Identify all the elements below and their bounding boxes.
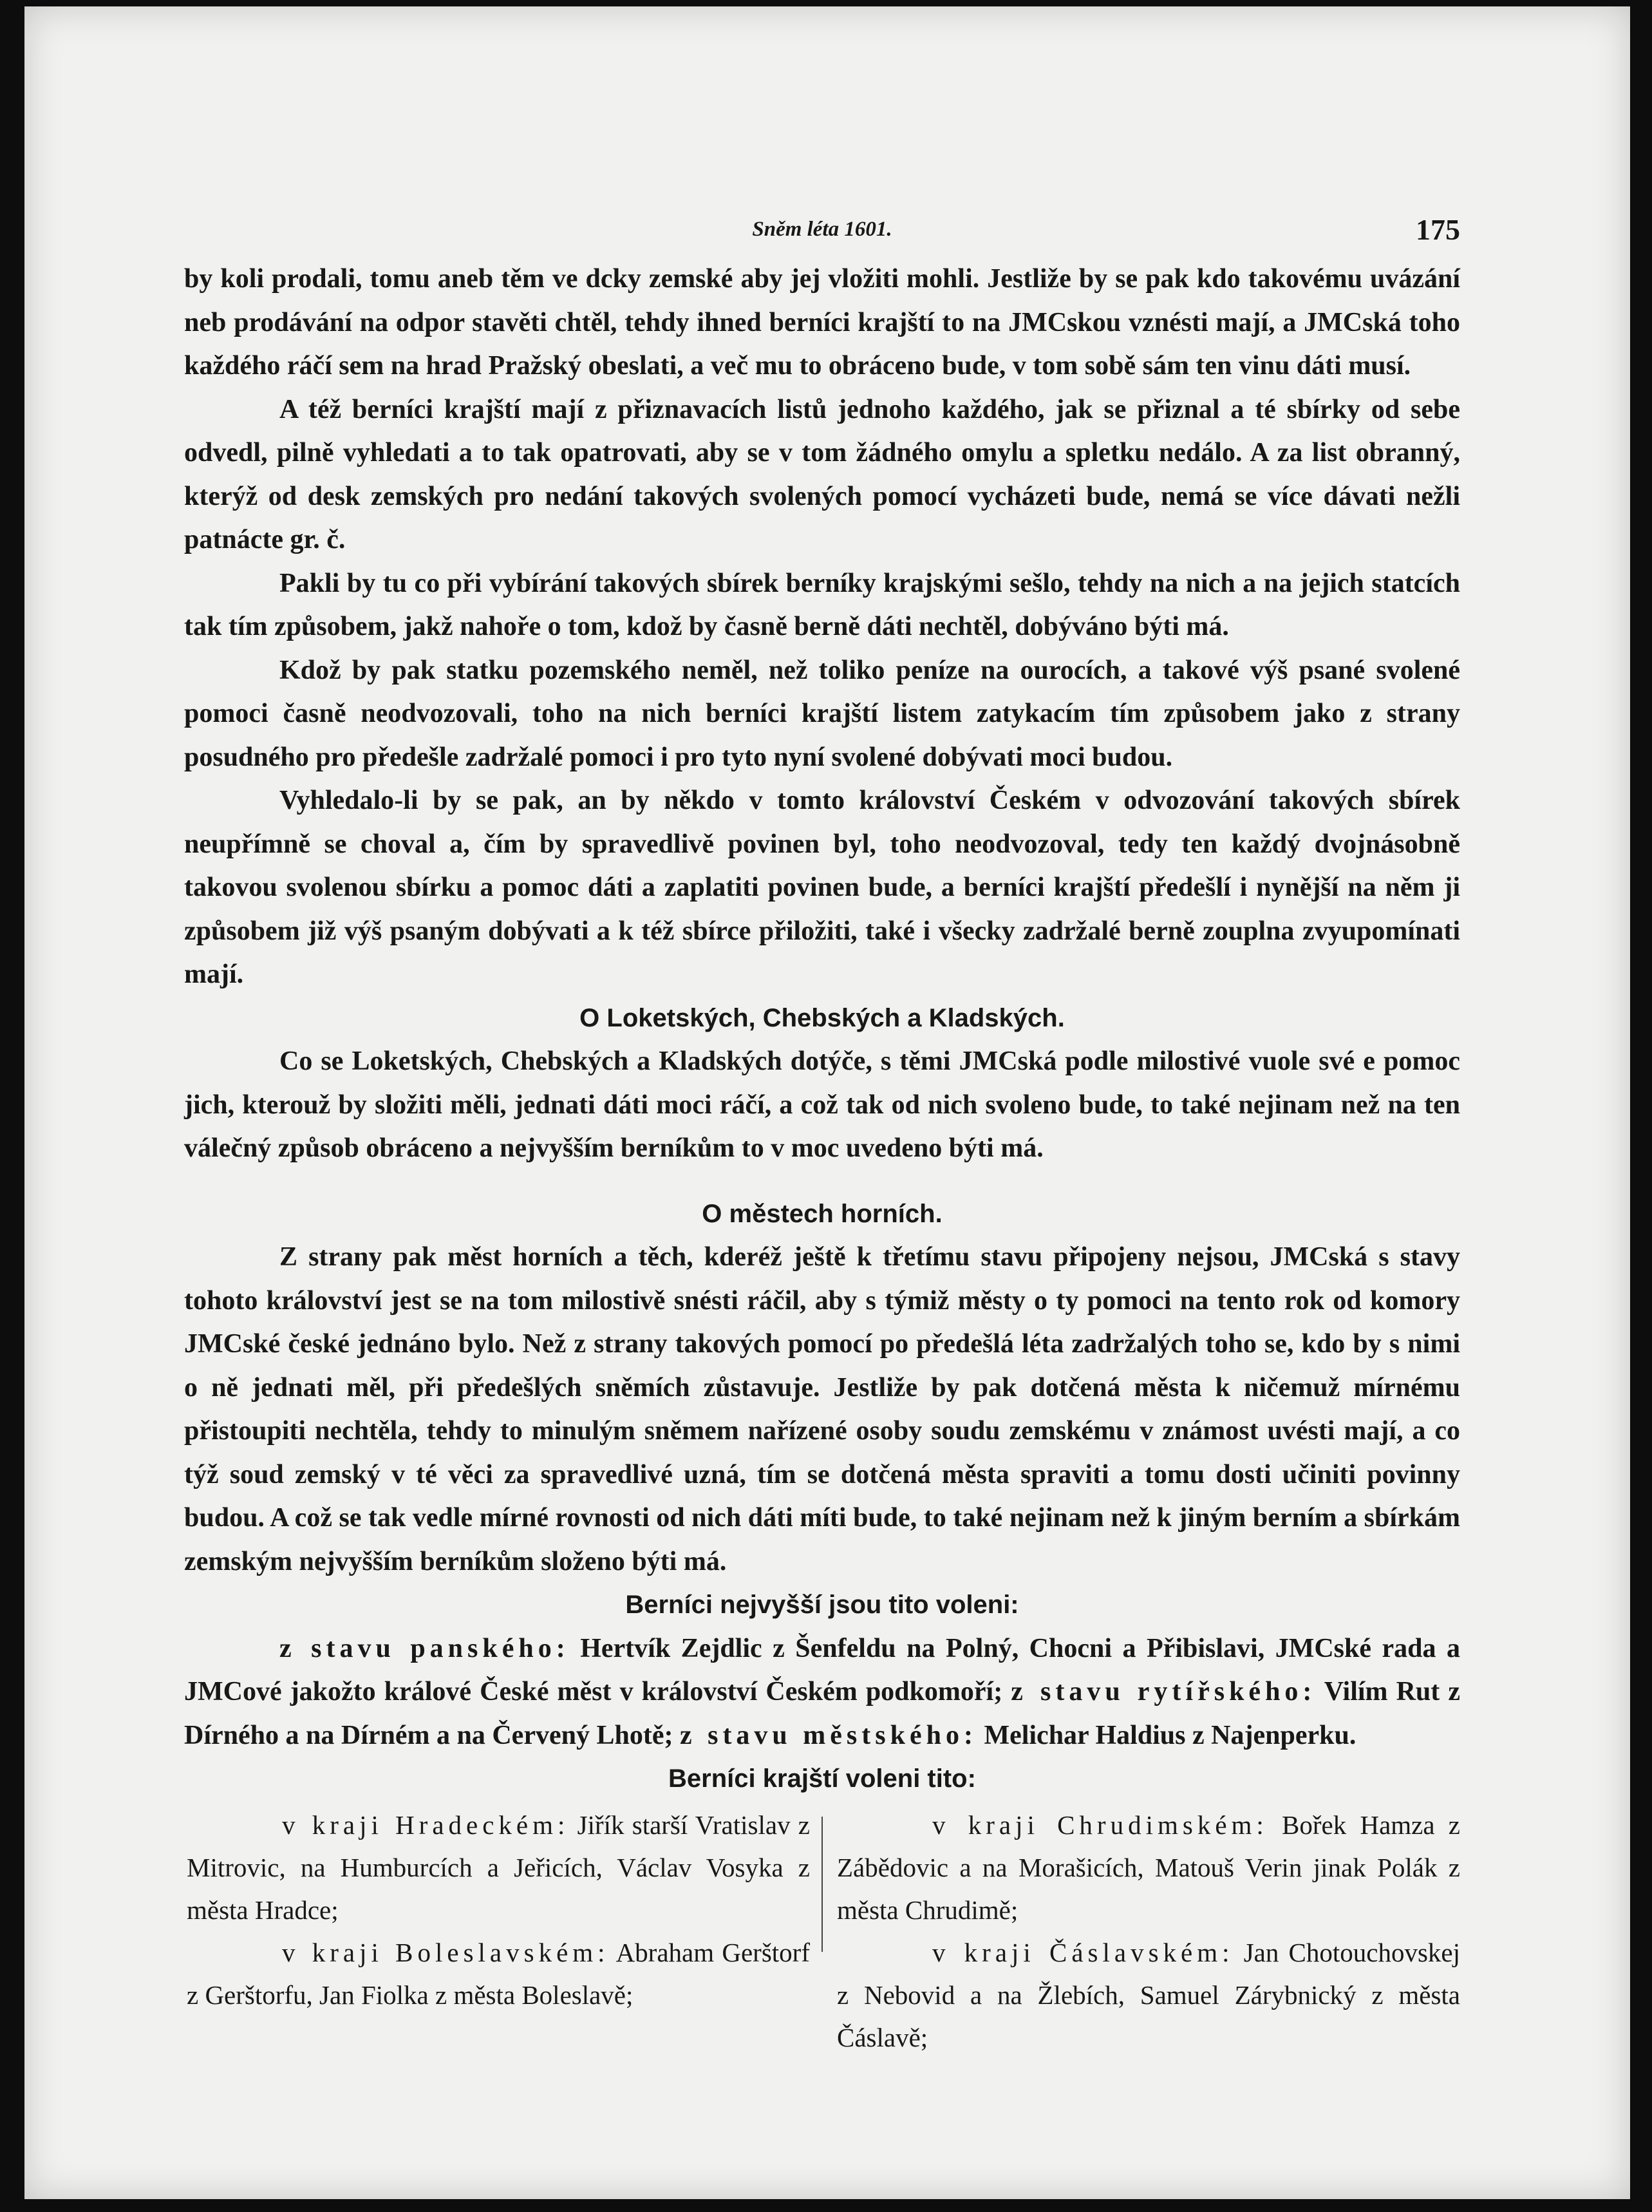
text-stav-mestsky: Melichar Haldius z Najenperku. — [977, 1720, 1356, 1750]
paragraph-loket: Co se Loketských, Chebských a Kladských dotýče, s těmi JMCská podle milostivé vuole své e pomoc jich, kterouž by složiti měli, jednati dáti moci ráčí, a což tak od nich svoleno bude, to také nejinam než na ten válečný způsob obráceno a nejvyšším berníkům to v moc uvedeno býti má. — [184, 1046, 1460, 1163]
running-title: Sněm léta 1601. — [752, 218, 892, 241]
label-kraj-boleslavsky: v kraji Boleslavském: — [282, 1937, 610, 1967]
entry-kraj-caslavsky — [837, 1931, 1460, 2059]
entry-kraj-hradecky — [187, 1804, 810, 1931]
heading-bernici-krajsti: Berníci krajští voleni tito: — [668, 1764, 976, 1793]
paragraph-mesta-horni: Z strany pak měst horních a těch, kderéž ještě k třetímu stavu připojeny nejsou, JMCská s stavy tohoto království jest se na tom milostivě snésti ráčil, aby s týmiž městy o ty pomoci na tento rok od komory JMCské české jednáno bylo. Než z strany takových pomocí po předešlá léta zadržalých toho se, kdo by s nimi o ně jednati měl, při předešlých sněmích zůstavuje. Jestliže by pak dotčená města k ničemuž mírnému přistoupiti nechtěla, tehdy to minulým sněmem nařízené osoby soudu zemskému v známost uvésti mají, a co týž soud zemský v té věci za spravedlivé uzná, tím se dotčená města spraviti a tomu dosti učiniti povinny budou. A což se tak vedle mírné rovnosti od nich dáti míti bude, to také nejinam než k jiným berním a sbírkám zemským nejvyšším berníkům složeno býti má. — [184, 1242, 1460, 1576]
label-kraj-chrudimsky: v kraji Chrudimském: — [932, 1810, 1268, 1840]
text-kraj-chrudimsky: Bořek Hamza z Zábědovic a na Morašicích, Matouš Verin jinak Polák z města Chrudimě; — [837, 1810, 1460, 1925]
heading-bernici-nejvyssi: Berníci nejvyšší jsou tito voleni: — [625, 1591, 1019, 1619]
entry-kraj-chrudimsky — [837, 1804, 1460, 1931]
label-stav-rytirsky: z stavu rytířského: — [1011, 1677, 1317, 1706]
page-header — [184, 213, 1460, 258]
entry-kraj-boleslavsky — [187, 1931, 810, 2016]
text-kraj-hradecky: Jiřík starší Vratislav z Mitrovic, na Humburcích a Jeřicích, Václav Vosyka z města Hradce; — [187, 1810, 810, 1925]
page-content — [184, 213, 1460, 2059]
document-page — [24, 6, 1630, 2199]
paragraph-4: Kdož by pak statku pozemského neměl, než toliko peníze na ourocích, a takové výš psané svolené pomoci časně neodvozovali, toho na nich berníci krajští listem zatykacím tím způsobem jako z strany posudného pro předešle zadržalé pomoci i pro tyto nyní svolené dobývati moci budou. — [184, 655, 1460, 772]
section-gap — [184, 1171, 1460, 1193]
left-column — [184, 1804, 810, 2059]
paragraph-bernici-nejvyssi — [184, 1627, 1460, 1758]
text-stav-rytirsky: Vilím Rut z Dírného a na Dírném a na Červený Lhotě; — [184, 1677, 1461, 1750]
paragraph-3: Pakli by tu co při vybírání takových sbírek berníky krajskými sešlo, tehdy na nich a na jejich statcích tak tím způsobem, jakž nahoře o tom, kdož by časně berně dáti nechtěl, dobýváno býti má. — [184, 568, 1460, 641]
text-kraj-caslavsky: Jan Chotouchovskej z Nebovid a na Žlebích, Samuel Zárybnický z města Čáslavě; — [837, 1937, 1460, 2052]
right-column — [837, 1804, 1460, 2059]
paragraph-2: A též berníci krajští mají z přiznavacích listů jednoho každého, jak se přiznal a té sbírky od sebe odvedl, pilně vyhledati a to tak opatrovati, aby se v tom žádného omylu a spletku nedálo. A za list obranný, kterýž od desk zemských pro nedání takových svolených pomocí vycházeti bude, nemá se více dávati nežli patnácte gr. č. — [184, 394, 1460, 554]
label-kraj-hradecky: v kraji Hradeckém: — [282, 1810, 570, 1840]
text-kraj-boleslavsky: Abraham Gerštorf z Gerštorfu, Jan Fiolka z města Boleslavě; — [187, 1937, 810, 2010]
heading-loket: O Loketských, Chebských a Kladských. — [579, 1003, 1065, 1032]
label-kraj-caslavsky: v kraji Čáslavském: — [932, 1937, 1234, 1967]
text-stav-pansky: Hertvík Zejdlic z Šenfeldu na Polný, Chocni a Přibislavi, JMCské rada a JMCové jakožto králové České měst v království Českém podkomoří; — [184, 1633, 1460, 1706]
paragraph-5: Vyhledalo-li by se pak, an by někdo v tomto království Českém v odvozování takových sbírek neupřímně se choval a, čím by spravedlivě povinen byl, toho neodvozoval, tedy ten každý dvojnásobně takovou svolenou sbírku a pomoc dáti a zaplatiti povinen bude, a berníci krajští předešlí i nynější na něm ji způsobem již výš psaným dobývati a k též sbírce přiložiti, také i všecky zadržalé berně zouplna zvyupomínati mají. — [184, 786, 1460, 989]
page-number: 175 — [1416, 213, 1460, 246]
heading-mesta-horni: O městech horních. — [702, 1199, 943, 1228]
two-column-list — [184, 1804, 1460, 2059]
label-stav-mestsky: z stavu městského: — [679, 1720, 977, 1750]
column-divider — [821, 1817, 823, 1952]
paragraph-1: by koli prodali, tomu aneb těm ve dcky zemské aby jej vložiti mohli. Jestliže by se pak kdo takovému uvázání neb prodávání na odpor stavěti chtěl, tehdy ihned berníci krajští to na JMCskou vznésti mají, a JMCská toho každého ráčí sem na hrad Pražský obeslati, a več mu to obráceno bude, v tom sobě sám ten vinu dáti musí. — [184, 264, 1460, 381]
label-stav-pansky: z stavu panského: — [279, 1633, 570, 1663]
